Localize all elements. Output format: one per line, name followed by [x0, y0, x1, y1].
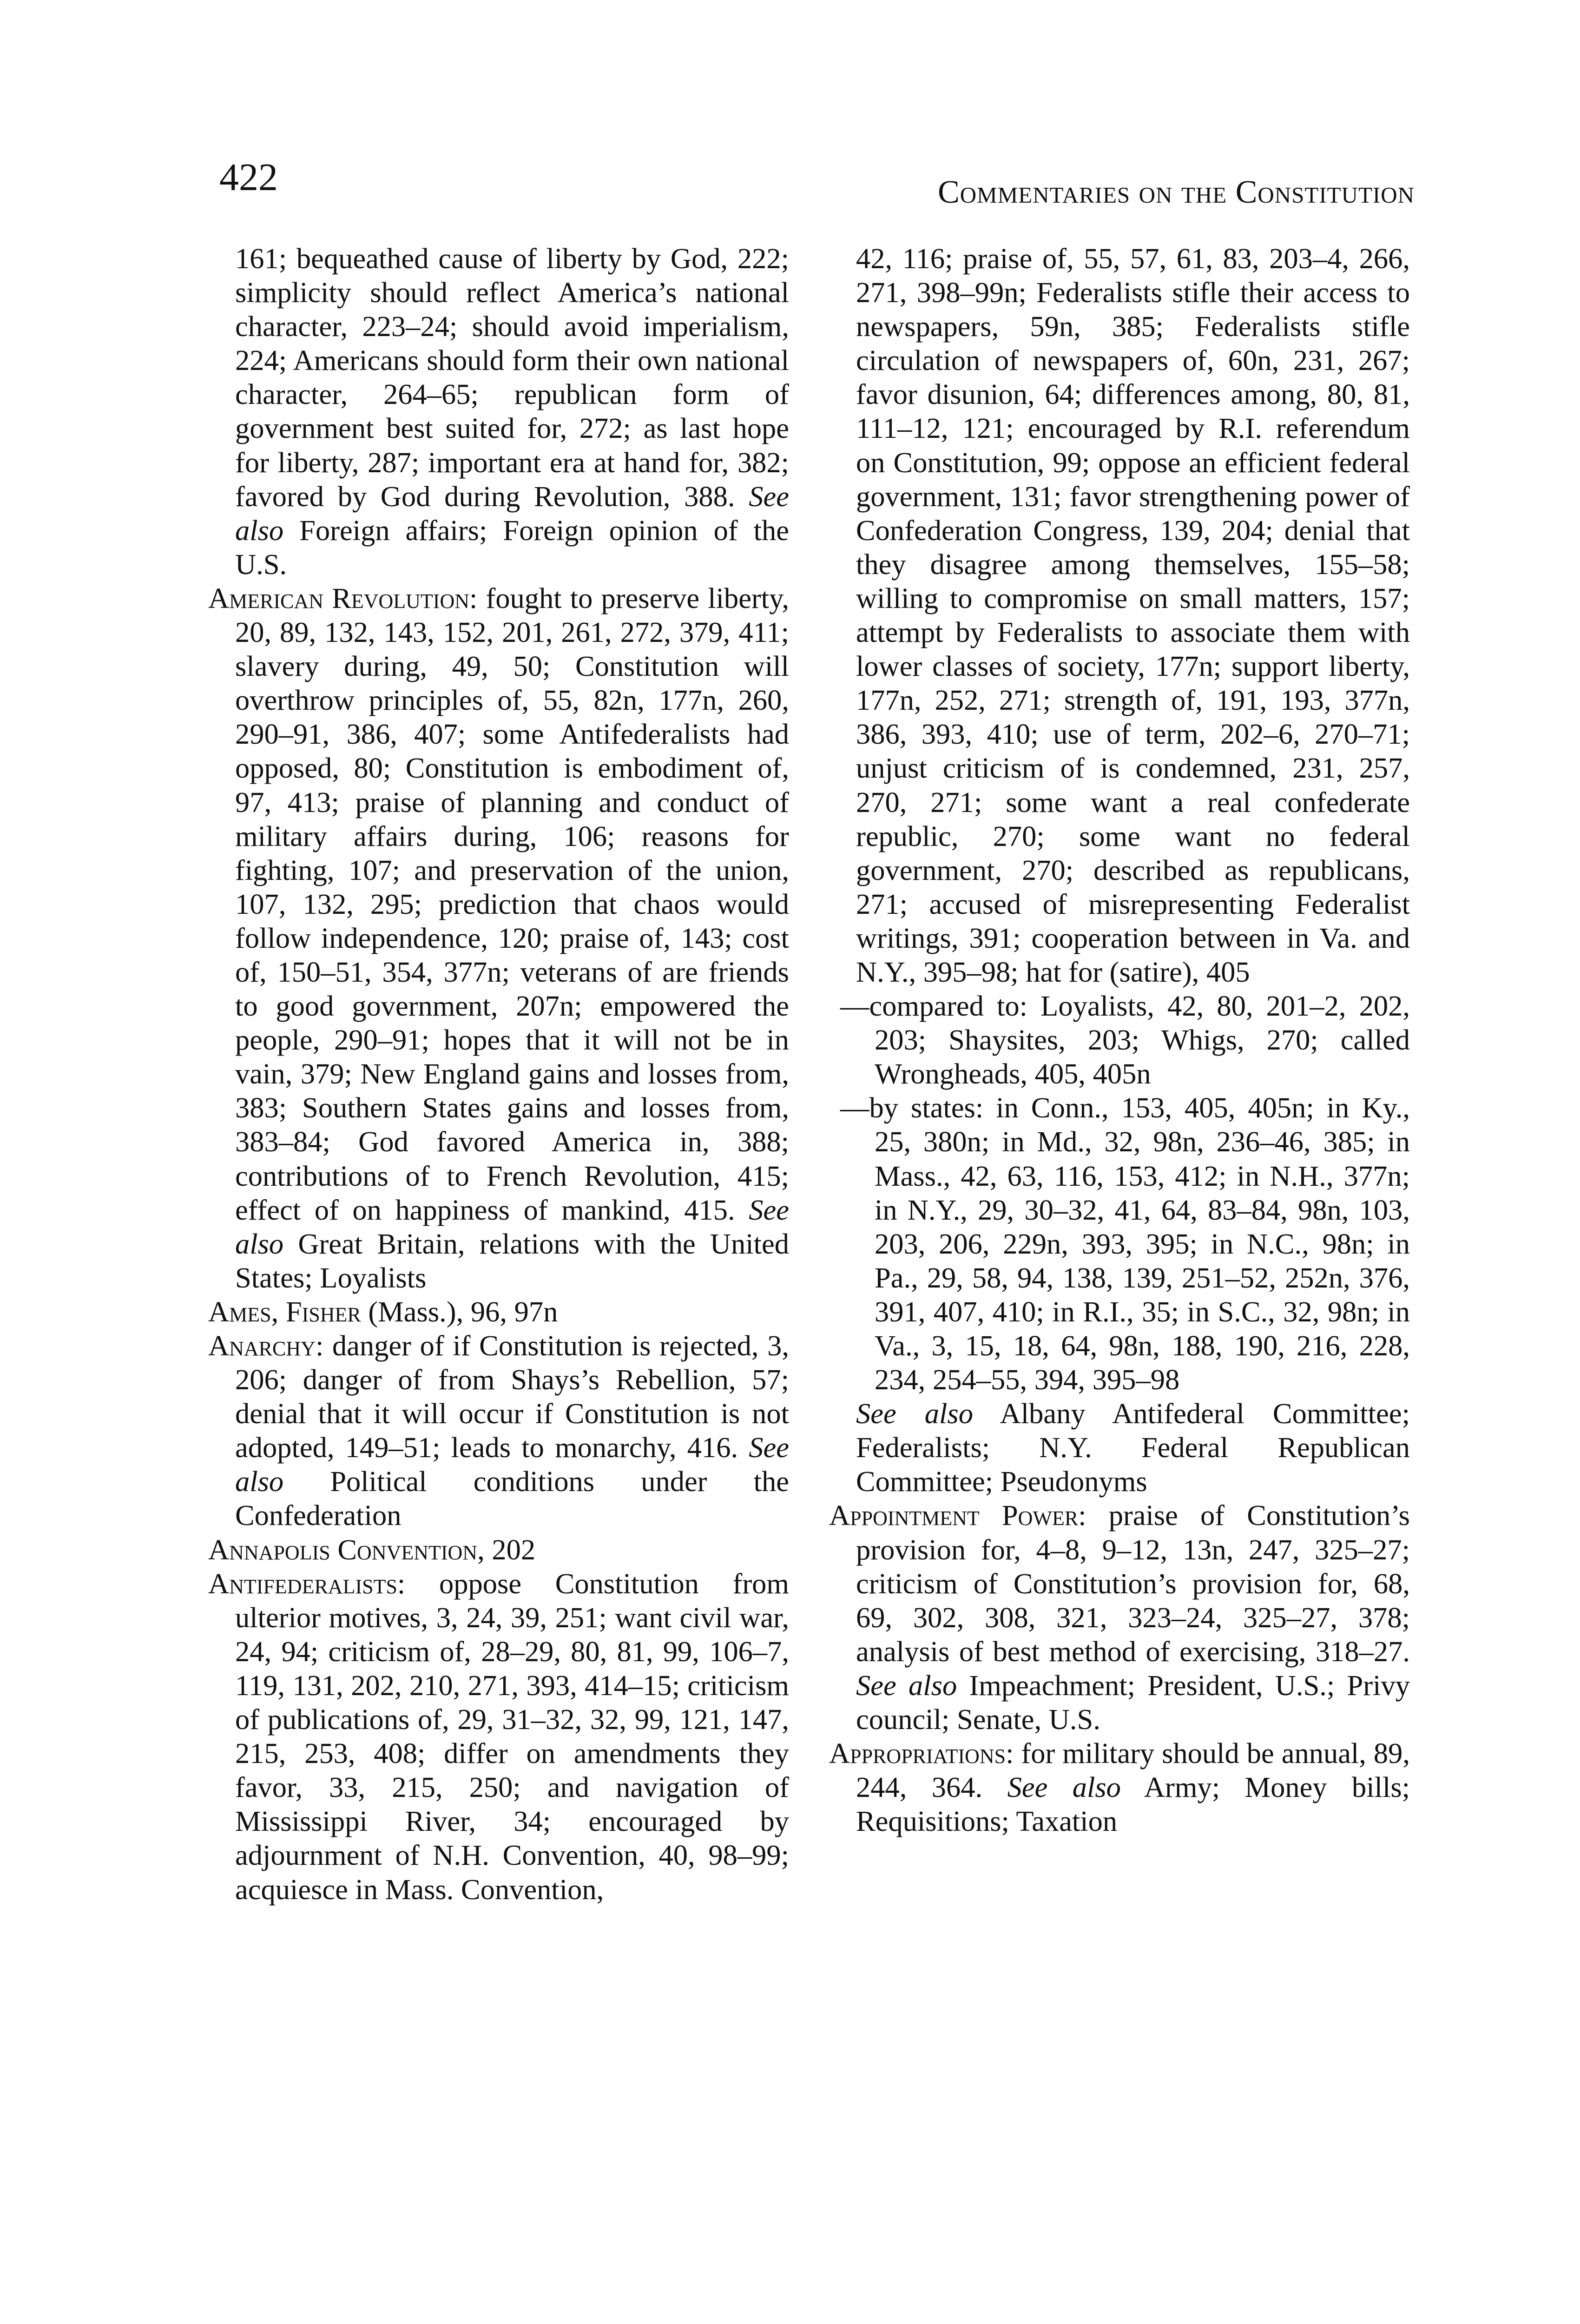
see-also-label: See also — [235, 1193, 790, 1260]
see-also-label: See also — [235, 1431, 790, 1498]
entry-text: : oppose Constitution from ulterior motives, 3, 24, 39, 251; want civil war, 24, 94; criticism of, 28–29, 80, 81, 99, 106–7, 119, 131, 202, 210, 271, 393, 414–15; criticism of publications of, 29, 31–32, 32, 99, 121, 147, 215, 253, 408; differ on amendments they favor, 33, 215, 250; and navigation of Mississippi River, 34; encouraged by adjournment of N.H. Convention, 40, 98–99; acquiesce in Mass. Convention, — [235, 1567, 789, 1906]
index-column-right — [829, 242, 1410, 1838]
see-also-label: See also — [856, 1669, 957, 1702]
entry-heading: Antifederalists — [208, 1567, 397, 1600]
entry-heading: Ames, Fisher — [208, 1295, 361, 1328]
index-entry — [208, 242, 789, 581]
entry-text: : for military should be annual, 89, 244, 364. — [856, 1737, 1410, 1804]
index-entry — [208, 581, 789, 1295]
index-entry — [829, 242, 1410, 989]
index-entry — [208, 1567, 789, 1907]
see-also-text: Impeachment; President, U.S.; Privy council; Senate, U.S. — [856, 1669, 1410, 1736]
entry-heading: Appointment Power — [829, 1499, 1079, 1532]
entry-text: —compared to: Loyalists, 42, 80, 201–2, 202, 203; Shaysites, 203; Whigs, 270; called Wrongheads, 405, 405n — [840, 990, 1410, 1090]
see-also-text: Albany Antifederal Committee; Federalists; N.Y. Federal Republican Committee; Pseudonyms — [856, 1397, 1410, 1498]
index-entry — [208, 1533, 789, 1567]
see-also-label: See also — [856, 1397, 973, 1430]
entry-heading: American Revolution — [208, 581, 469, 614]
see-also-text: Great Britain, relations with the United States; Loyalists — [235, 1227, 789, 1294]
see-also-text: Army; Money bills; Requisitions; Taxation — [856, 1771, 1410, 1838]
entry-text: : praise of Constitution’s provision for, 4–8, 9–12, 13n, 247, 325–27; criticism of Constitution’s provision for, 68, 69, 302, 308, 321, 323–24, 325–27, 378; analysis of best method of exercising, 318–27. — [856, 1499, 1410, 1668]
index-column-left — [208, 242, 789, 1907]
entry-text: : fought to preserve liberty, 20, 89, 132, 143, 152, 201, 261, 272, 379, 411; slavery during, 49, 50; Constitution will overthrow principles of, 55, 82n, 177n, 260, 290–91, 386, 407; some Antifederalists had opposed, 80; Constitution is embodiment of, 97, 413; praise of planning and conduct of military affairs during, 106; reasons for fighting, 107; and preservation of the union, 107, 132, 295; prediction that chaos would follow independence, 120; praise of, 143; cost of, 150–51, 354, 377n; veterans of are friends to good government, 207n; empowered the people, 290–91; hopes that it will not be in vain, 379; New England gains and losses from, 383; Southern States gains and losses from, 383–84; God favored America in, 388; contributions of to French Revolution, 415; effect of on happiness of mankind, 415. — [235, 581, 789, 1226]
entry-heading: Appropriations — [829, 1737, 1006, 1770]
index-entry — [208, 1295, 789, 1329]
running-head: Commentaries on the Constitution — [938, 174, 1415, 210]
index-entry — [829, 1736, 1410, 1838]
see-also-text: Foreign affairs; Foreign opinion of the U.S. — [235, 514, 789, 581]
see-also-label: See also — [235, 480, 789, 547]
index-see-also — [829, 1397, 1410, 1499]
entry-text: : danger of if Constitution is rejected, 3, 206; danger of from Shays’s Rebellion, 57; denial that it will occur if Constitution is not adopted, 149–51; leads to monarchy, 416. — [235, 1329, 789, 1464]
entry-text: (Mass.), 96, 97n — [361, 1295, 558, 1328]
see-also-text: Political conditions under the Confederation — [235, 1465, 789, 1532]
entry-text: —by states: in Conn., 153, 405, 405n; in Ky., 25, 380n; in Md., 32, 98n, 236–46, 385; in Mass., 42, 63, 116, 153, 412; in N.H., 377n; in N.Y., 29, 30–32, 41, 64, 83–84, 98n, 103, 203, 206, 229n, 393, 395; in N.C., 98n; in Pa., 29, 58, 94, 138, 139, 251–52, 252n, 376, 391, 407, 410; in R.I., 35; in S.C., 32, 98n; in Va., 3, 15, 18, 64, 98n, 188, 190, 216, 228, 234, 254–55, 394, 395–98 — [840, 1091, 1410, 1396]
index-entry — [208, 1329, 789, 1533]
index-subentry — [829, 1091, 1410, 1397]
entry-text: 42, 116; praise of, 55, 57, 61, 83, 203–4, 266, 271, 398–99n; Federalists stifle their access to newspapers, 59n, 385; Federalists stifle circulation of newspapers of, 60n, 231, 267; favor disunion, 64; differences among, 80, 81, 111–12, 121; encouraged by R.I. referendum on Constitution, 99; oppose an efficient federal government, 131; favor strengthening power of Confederation Congress, 139, 204; denial that they disagree among themselves, 155–58; willing to compromise on small matters, 157; attempt by Federalists to associate them with lower classes of society, 177n; support liberty, 177n, 252, 271; strength of, 191, 193, 377n, 386, 393, 410; use of term, 202–6, 270–71; unjust criticism of is condemned, 231, 257, 270, 271; some want a real confederate republic, 270; some want no federal government, 270; described as republicans, 271; accused of misrepresenting Federalist writings, 391; cooperation between in Va. and N.Y., 395–98; hat for (satire), 405 — [856, 242, 1410, 988]
page-number: 422 — [219, 156, 278, 199]
entry-text: 161; bequeathed cause of liberty by God, 222; simplicity should reflect America’s national character, 223–24; should avoid imperialism, 224; Americans should form their own national character, 264–65; republican form of government best suited for, 272; as last hope for liberty, 287; important era at hand for, 382; favored by God during Revolution, 388. — [235, 242, 789, 513]
entry-heading: Anarchy — [208, 1329, 316, 1362]
index-subentry — [829, 989, 1410, 1091]
see-also-label: See also — [1007, 1771, 1121, 1804]
index-entry — [829, 1499, 1410, 1736]
entry-heading: Annapolis Convention — [208, 1533, 478, 1566]
entry-text: , 202 — [477, 1533, 536, 1566]
